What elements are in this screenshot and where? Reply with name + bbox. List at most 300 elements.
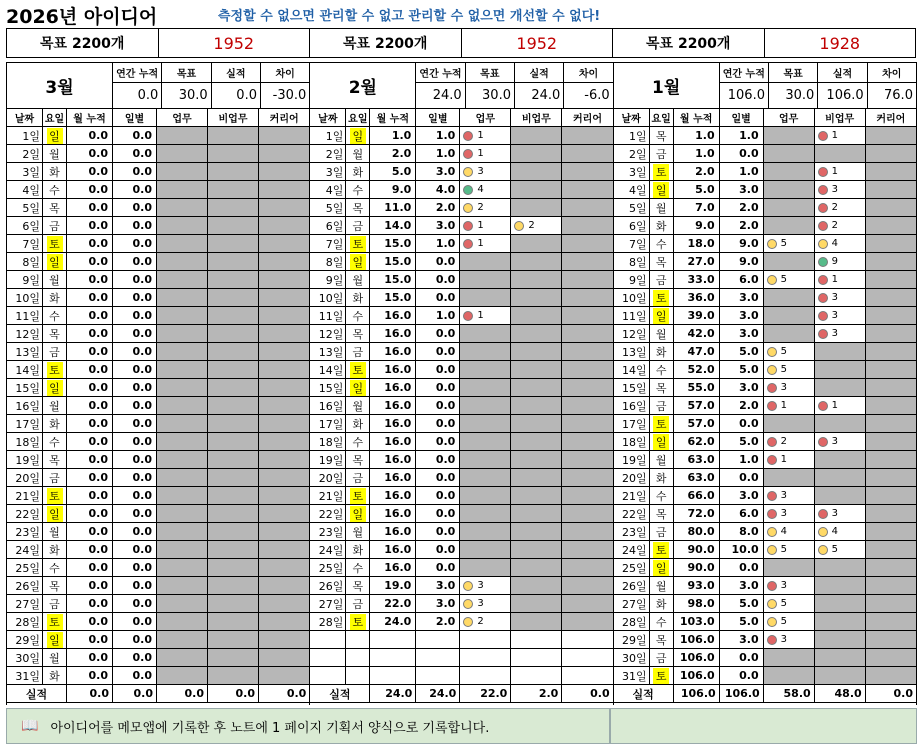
target-value[interactable]: 1928 [819,33,861,53]
career-cell[interactable] [562,289,612,306]
career-cell[interactable] [562,595,612,612]
career-cell[interactable] [866,163,916,180]
work-cell[interactable] [157,523,208,540]
nonwork-cell[interactable] [208,649,259,666]
nonwork-cell[interactable] [208,469,259,486]
annual-cumulative-value[interactable]: 24.0 [432,88,462,103]
daily-cell[interactable]: 0.0 [113,577,157,594]
actual-value[interactable]: 106.0 [826,88,864,103]
work-cell[interactable] [460,469,511,486]
work-cell[interactable] [460,235,511,252]
work-cell[interactable] [460,199,511,216]
daily-cell[interactable]: 3.0 [416,595,460,612]
daily-cell[interactable]: 0.0 [416,397,460,414]
daily-cell[interactable]: 3.0 [416,577,460,594]
daily-cell[interactable]: 6.0 [720,505,764,522]
monthly-cumulative-cell[interactable]: 9.0 [674,217,720,234]
annual-cumulative-value[interactable]: 106.0 [727,88,765,103]
career-cell[interactable] [562,127,612,144]
daily-cell[interactable]: 0.0 [416,253,460,270]
nonwork-cell[interactable] [511,595,562,612]
nonwork-cell[interactable] [815,559,866,576]
monthly-cumulative-cell[interactable]: 36.0 [674,289,720,306]
daily-cell[interactable]: 0.0 [113,271,157,288]
career-cell[interactable] [866,559,916,576]
monthly-cumulative-cell[interactable]: 0.0 [67,613,113,630]
career-cell[interactable] [259,523,309,540]
difference-value[interactable]: 76.0 [884,88,913,103]
daily-cell[interactable]: 5.0 [720,361,764,378]
nonwork-cell[interactable] [815,325,866,342]
monthly-cumulative-cell[interactable]: 90.0 [674,559,720,576]
work-cell[interactable] [764,559,815,576]
monthly-cumulative-cell[interactable]: 15.0 [370,289,416,306]
monthly-cumulative-cell[interactable]: 19.0 [370,577,416,594]
nonwork-cell[interactable] [511,469,562,486]
work-cell[interactable] [764,217,815,234]
daily-cell[interactable]: 0.0 [416,487,460,504]
work-cell[interactable] [764,163,815,180]
career-cell[interactable] [866,667,916,684]
nonwork-cell[interactable] [511,271,562,288]
nonwork-cell[interactable] [208,235,259,252]
work-cell[interactable] [460,487,511,504]
nonwork-cell[interactable] [511,487,562,504]
nonwork-cell[interactable] [815,289,866,306]
monthly-cumulative-cell[interactable]: 63.0 [674,469,720,486]
career-cell[interactable] [259,145,309,162]
career-cell[interactable] [562,343,612,360]
daily-cell[interactable]: 0.0 [113,667,157,684]
career-cell[interactable] [866,577,916,594]
career-cell[interactable] [866,217,916,234]
monthly-cumulative-cell[interactable]: 63.0 [674,451,720,468]
work-cell[interactable] [460,397,511,414]
monthly-cumulative-cell[interactable]: 0.0 [67,397,113,414]
monthly-cumulative-cell[interactable]: 0.0 [67,145,113,162]
career-cell[interactable] [562,523,612,540]
career-cell[interactable] [866,649,916,666]
work-cell[interactable] [764,127,815,144]
nonwork-cell[interactable] [815,343,866,360]
career-cell[interactable] [866,505,916,522]
daily-cell[interactable]: 0.0 [416,271,460,288]
career-cell[interactable] [562,361,612,378]
monthly-cumulative-cell[interactable]: 0.0 [67,235,113,252]
daily-cell[interactable]: 0.0 [416,451,460,468]
career-cell[interactable] [866,613,916,630]
career-cell[interactable] [259,163,309,180]
nonwork-cell[interactable] [815,487,866,504]
career-cell[interactable] [259,505,309,522]
daily-cell[interactable]: 0.0 [113,145,157,162]
work-cell[interactable] [764,181,815,198]
nonwork-cell[interactable] [208,325,259,342]
nonwork-cell[interactable] [815,631,866,648]
daily-cell[interactable]: 0.0 [416,415,460,432]
monthly-cumulative-cell[interactable]: 62.0 [674,433,720,450]
daily-cell[interactable]: 0.0 [113,217,157,234]
career-cell[interactable] [562,217,612,234]
career-cell[interactable] [562,397,612,414]
monthly-cumulative-cell[interactable]: 16.0 [370,307,416,324]
work-cell[interactable] [460,541,511,558]
work-cell[interactable] [764,271,815,288]
work-cell[interactable] [460,451,511,468]
work-cell[interactable] [764,307,815,324]
daily-cell[interactable]: 0.0 [113,613,157,630]
monthly-cumulative-cell[interactable]: 72.0 [674,505,720,522]
career-cell[interactable] [259,469,309,486]
nonwork-cell[interactable] [511,307,562,324]
daily-cell[interactable]: 10.0 [720,541,764,558]
monthly-cumulative-cell[interactable]: 27.0 [674,253,720,270]
work-cell[interactable] [157,667,208,684]
monthly-cumulative-cell[interactable]: 0.0 [67,361,113,378]
goal-value[interactable]: 30.0 [785,88,815,103]
career-cell[interactable] [866,397,916,414]
work-cell[interactable] [157,451,208,468]
target-value[interactable]: 1952 [462,29,614,57]
career-cell[interactable] [562,271,612,288]
monthly-cumulative-cell[interactable]: 16.0 [370,523,416,540]
monthly-cumulative-cell[interactable]: 0.0 [67,325,113,342]
work-cell[interactable] [157,649,208,666]
daily-cell[interactable]: 0.0 [113,235,157,252]
work-cell[interactable] [460,145,511,162]
nonwork-cell[interactable] [815,379,866,396]
nonwork-cell[interactable] [208,667,259,684]
work-cell[interactable] [764,613,815,630]
daily-cell[interactable]: 0.0 [720,469,764,486]
daily-cell[interactable]: 2.0 [720,397,764,414]
work-cell[interactable] [460,433,511,450]
career-cell[interactable] [866,307,916,324]
daily-cell[interactable]: 3.0 [720,577,764,594]
monthly-cumulative-cell[interactable]: 106.0 [674,631,720,648]
monthly-cumulative-cell[interactable]: 16.0 [370,487,416,504]
career-cell[interactable] [259,433,309,450]
career-cell[interactable] [259,253,309,270]
daily-cell[interactable]: 0.0 [416,469,460,486]
career-cell[interactable] [866,595,916,612]
monthly-cumulative-cell[interactable]: 47.0 [674,343,720,360]
daily-cell[interactable]: 0.0 [113,631,157,648]
career-cell[interactable] [866,235,916,252]
daily-cell[interactable]: 2.0 [416,199,460,216]
monthly-cumulative-cell[interactable]: 16.0 [370,433,416,450]
daily-cell[interactable]: 1.0 [720,127,764,144]
daily-cell[interactable]: 5.0 [720,433,764,450]
nonwork-cell[interactable] [815,397,866,414]
work-cell[interactable] [764,253,815,270]
career-cell[interactable] [562,145,612,162]
career-cell[interactable] [562,235,612,252]
nonwork-cell[interactable] [511,163,562,180]
daily-cell[interactable]: 0.0 [113,289,157,306]
work-cell[interactable] [764,379,815,396]
career-cell[interactable] [562,307,612,324]
daily-cell[interactable]: 9.0 [720,235,764,252]
daily-cell[interactable]: 0.0 [720,415,764,432]
career-cell[interactable] [866,325,916,342]
nonwork-cell[interactable] [511,235,562,252]
career-cell[interactable] [866,469,916,486]
monthly-cumulative-cell[interactable]: 0.0 [67,577,113,594]
nonwork-cell[interactable] [208,397,259,414]
nonwork-cell[interactable] [511,433,562,450]
nonwork-cell[interactable] [208,451,259,468]
nonwork-cell[interactable] [815,415,866,432]
target-value[interactable]: 1952 [159,29,311,57]
monthly-cumulative-cell[interactable]: 42.0 [674,325,720,342]
monthly-cumulative-cell[interactable]: 0.0 [67,253,113,270]
monthly-cumulative-cell[interactable]: 16.0 [370,361,416,378]
nonwork-cell[interactable] [208,271,259,288]
career-cell[interactable] [259,487,309,504]
daily-cell[interactable]: 0.0 [113,199,157,216]
daily-cell[interactable]: 3.0 [720,307,764,324]
career-cell[interactable] [866,415,916,432]
daily-cell[interactable]: 3.0 [720,379,764,396]
career-cell[interactable] [562,541,612,558]
monthly-cumulative-cell[interactable]: 0.0 [67,541,113,558]
career-cell[interactable] [259,415,309,432]
work-cell[interactable] [764,433,815,450]
monthly-cumulative-cell[interactable]: 57.0 [674,415,720,432]
work-cell[interactable] [460,577,511,594]
nonwork-cell[interactable] [511,289,562,306]
monthly-cumulative-cell[interactable]: 106.0 [674,667,720,684]
monthly-cumulative-cell[interactable]: 5.0 [370,163,416,180]
nonwork-cell[interactable] [511,559,562,576]
work-cell[interactable] [157,343,208,360]
career-cell[interactable] [259,667,309,684]
nonwork-cell[interactable] [511,505,562,522]
daily-cell[interactable]: 0.0 [113,559,157,576]
career-cell[interactable] [562,379,612,396]
work-cell[interactable] [157,271,208,288]
nonwork-cell[interactable] [208,379,259,396]
monthly-cumulative-cell[interactable]: 106.0 [674,649,720,666]
nonwork-cell[interactable] [208,145,259,162]
career-cell[interactable] [562,577,612,594]
career-cell[interactable] [562,181,612,198]
monthly-cumulative-cell[interactable]: 16.0 [370,469,416,486]
monthly-cumulative-cell[interactable]: 1.0 [370,127,416,144]
work-cell[interactable] [764,649,815,666]
work-cell[interactable] [157,325,208,342]
work-cell[interactable] [157,613,208,630]
nonwork-cell[interactable] [208,253,259,270]
work-cell[interactable] [764,145,815,162]
nonwork-cell[interactable] [511,325,562,342]
work-cell[interactable] [460,379,511,396]
daily-cell[interactable]: 3.0 [720,487,764,504]
nonwork-cell[interactable] [511,415,562,432]
monthly-cumulative-cell[interactable]: 0.0 [67,523,113,540]
work-cell[interactable] [460,415,511,432]
work-cell[interactable] [764,577,815,594]
monthly-cumulative-cell[interactable]: 22.0 [370,595,416,612]
work-cell[interactable] [460,289,511,306]
career-cell[interactable] [562,451,612,468]
work-cell[interactable] [460,163,511,180]
career-cell[interactable] [866,181,916,198]
daily-cell[interactable]: 0.0 [113,469,157,486]
monthly-cumulative-cell[interactable]: 11.0 [370,199,416,216]
career-cell[interactable] [259,451,309,468]
career-cell[interactable] [866,289,916,306]
work-cell[interactable] [460,613,511,630]
nonwork-cell[interactable] [208,433,259,450]
nonwork-cell[interactable] [815,523,866,540]
nonwork-cell[interactable] [815,217,866,234]
goal-value[interactable]: 30.0 [178,88,208,103]
actual-value[interactable]: 24.0 [531,88,561,103]
monthly-cumulative-cell[interactable]: 1.0 [674,127,720,144]
work-cell[interactable] [157,289,208,306]
career-cell[interactable] [562,613,612,630]
nonwork-cell[interactable] [208,163,259,180]
work-cell[interactable] [157,541,208,558]
monthly-cumulative-cell[interactable]: 16.0 [370,559,416,576]
monthly-cumulative-cell[interactable]: 0.0 [67,469,113,486]
nonwork-cell[interactable] [511,181,562,198]
monthly-cumulative-cell[interactable]: 57.0 [674,397,720,414]
work-cell[interactable] [764,451,815,468]
career-cell[interactable] [562,163,612,180]
monthly-cumulative-cell[interactable]: 55.0 [674,379,720,396]
career-cell[interactable] [259,325,309,342]
work-cell[interactable] [157,361,208,378]
work-cell[interactable] [764,505,815,522]
daily-cell[interactable]: 2.0 [720,217,764,234]
career-cell[interactable] [562,415,612,432]
nonwork-cell[interactable] [815,469,866,486]
daily-cell[interactable]: 0.0 [113,397,157,414]
monthly-cumulative-cell[interactable]: 80.0 [674,523,720,540]
daily-cell[interactable]: 3.0 [416,163,460,180]
monthly-cumulative-cell[interactable]: 15.0 [370,271,416,288]
career-cell[interactable] [866,253,916,270]
career-cell[interactable] [866,271,916,288]
daily-cell[interactable]: 0.0 [416,541,460,558]
daily-cell[interactable]: 0.0 [416,343,460,360]
monthly-cumulative-cell[interactable]: 16.0 [370,325,416,342]
career-cell[interactable] [562,433,612,450]
daily-cell[interactable]: 5.0 [720,613,764,630]
nonwork-cell[interactable] [815,649,866,666]
nonwork-cell[interactable] [208,181,259,198]
nonwork-cell[interactable] [511,577,562,594]
career-cell[interactable] [562,487,612,504]
career-cell[interactable] [562,325,612,342]
nonwork-cell[interactable] [511,451,562,468]
nonwork-cell[interactable] [815,613,866,630]
work-cell[interactable] [157,469,208,486]
monthly-cumulative-cell[interactable]: 93.0 [674,577,720,594]
monthly-cumulative-cell[interactable]: 66.0 [674,487,720,504]
daily-cell[interactable]: 8.0 [720,523,764,540]
daily-cell[interactable]: 3.0 [720,289,764,306]
career-cell[interactable] [259,181,309,198]
daily-cell[interactable]: 1.0 [720,451,764,468]
nonwork-cell[interactable] [815,253,866,270]
daily-cell[interactable]: 3.0 [416,217,460,234]
monthly-cumulative-cell[interactable]: 0.0 [67,487,113,504]
career-cell[interactable] [866,379,916,396]
career-cell[interactable] [259,595,309,612]
career-cell[interactable] [866,541,916,558]
daily-cell[interactable]: 0.0 [113,163,157,180]
daily-cell[interactable]: 0.0 [416,325,460,342]
career-cell[interactable] [259,613,309,630]
monthly-cumulative-cell[interactable]: 16.0 [370,397,416,414]
nonwork-cell[interactable] [208,361,259,378]
career-cell[interactable] [866,523,916,540]
career-cell[interactable] [259,235,309,252]
work-cell[interactable] [157,577,208,594]
nonwork-cell[interactable] [511,361,562,378]
work-cell[interactable] [157,397,208,414]
daily-cell[interactable]: 0.0 [720,649,764,666]
daily-cell[interactable]: 0.0 [113,595,157,612]
career-cell[interactable] [562,253,612,270]
monthly-cumulative-cell[interactable]: 5.0 [674,181,720,198]
nonwork-cell[interactable] [815,361,866,378]
work-cell[interactable] [764,487,815,504]
work-cell[interactable] [764,289,815,306]
nonwork-cell[interactable] [511,199,562,216]
career-cell[interactable] [866,145,916,162]
career-cell[interactable] [259,307,309,324]
daily-cell[interactable]: 0.0 [113,433,157,450]
work-cell[interactable] [157,145,208,162]
monthly-cumulative-cell[interactable]: 33.0 [674,271,720,288]
daily-cell[interactable]: 0.0 [113,541,157,558]
work-cell[interactable] [157,199,208,216]
daily-cell[interactable]: 0.0 [113,523,157,540]
difference-value[interactable]: -6.0 [584,88,610,103]
nonwork-cell[interactable] [208,523,259,540]
daily-cell[interactable]: 4.0 [416,181,460,198]
monthly-cumulative-cell[interactable]: 0.0 [67,199,113,216]
work-cell[interactable] [157,181,208,198]
nonwork-cell[interactable] [208,595,259,612]
nonwork-cell[interactable] [815,181,866,198]
daily-cell[interactable]: 1.0 [416,145,460,162]
daily-cell[interactable]: 0.0 [416,379,460,396]
work-cell[interactable] [157,253,208,270]
monthly-cumulative-cell[interactable]: 16.0 [370,541,416,558]
monthly-cumulative-cell[interactable]: 0.0 [67,451,113,468]
nonwork-cell[interactable] [511,397,562,414]
career-cell[interactable] [259,127,309,144]
career-cell[interactable] [259,271,309,288]
actual-value[interactable]: 0.0 [236,88,257,103]
monthly-cumulative-cell[interactable]: 0.0 [67,343,113,360]
annual-cumulative-value[interactable]: 0.0 [137,88,159,103]
monthly-cumulative-cell[interactable]: 0.0 [67,433,113,450]
nonwork-cell[interactable] [815,667,866,684]
daily-cell[interactable]: 0.0 [720,145,764,162]
monthly-cumulative-cell[interactable]: 2.0 [674,163,720,180]
work-cell[interactable] [157,379,208,396]
nonwork-cell[interactable] [511,379,562,396]
nonwork-cell[interactable] [815,451,866,468]
work-cell[interactable] [764,343,815,360]
